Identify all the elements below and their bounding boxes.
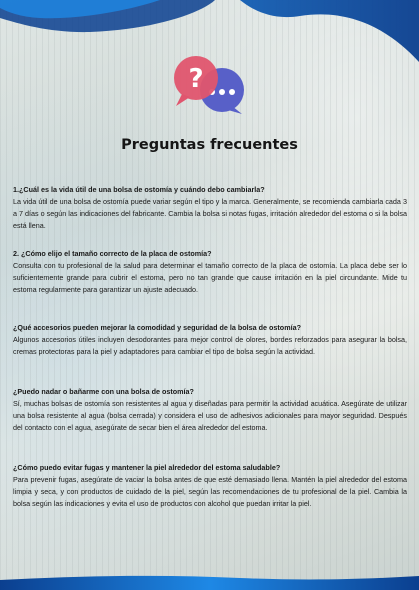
faq-item (13, 248, 407, 296)
svg-text:?: ? (188, 64, 204, 94)
faq-question: ¿Cómo puedo evitar fugas y mantener la piel alrededor del estoma saludable? (13, 463, 281, 472)
faq-answer: Algunos accesorios útiles incluyen desodorantes para mejor control de olores, bordes reforzados para asegurar la bolsa, cremas protectoras para la piel y adaptadores para cambiar el tipo de bolsa según la actividad. (13, 335, 407, 357)
faq-answer: Consulta con tu profesional de la salud para determinar el tamaño correcto de la placa de ostomía. La placa debe ser lo suficientemente grande para cubrir el estoma, pero no tan grande que cause irritación en la piel circundante. Mide tu estoma regularmente para garantizar un ajuste adecuado. (13, 261, 407, 295)
bottom-wave-decoration (0, 574, 419, 590)
faq-item (13, 322, 407, 358)
faq-question: 1.¿Cuál es la vida útil de una bolsa de ostomía y cuándo debo cambiarla? (13, 185, 265, 194)
faq-item (13, 462, 407, 510)
faq-answer: Sí, muchas bolsas de ostomía son resistentes al agua y diseñadas para permitir la actividad acuática. Asegúrate de utilizar una bolsa resistente al agua (bolsa cerrada) y considera el uso de adhesivos adicionales para mayor seguridad. Después del contacto con el agua, asegúrate de secar bien el área alrededor del estoma. (13, 399, 407, 433)
faq-item (13, 386, 407, 434)
faq-answer: Para prevenir fugas, asegúrate de vaciar la bolsa antes de que esté demasiado llena. Mantén la piel alrededor del estoma limpia y seca, y con productos de cuidado de la piel, según las recomendaciones de tu profesional de la piel. Cambia la bolsa según las indicaciones y evita el uso de productos con alcohol que puedan irritar la piel. (13, 475, 407, 509)
faq-bubbles-graphic (168, 54, 250, 116)
page-title: Preguntas frecuentes (121, 137, 298, 153)
faq-item (13, 184, 407, 232)
faq-question: ¿Puedo nadar o bañarme con una bolsa de ostomía? (13, 387, 194, 396)
faq-question: ¿Qué accesorios pueden mejorar la comodidad y seguridad de la bolsa de ostomía? (13, 323, 301, 332)
faq-answer: La vida útil de una bolsa de ostomía puede variar según el tipo y la marca. Generalmente, se recomienda cambiarla cada 3 a 7 días o según las indicaciones del fabricante. Cambia la bolsa si notas fugas, irritación alrededor del estoma o si la bolsa está llena. (13, 197, 407, 231)
faq-question: 2. ¿Cómo elijo el tamaño correcto de la placa de ostomía? (13, 249, 212, 258)
